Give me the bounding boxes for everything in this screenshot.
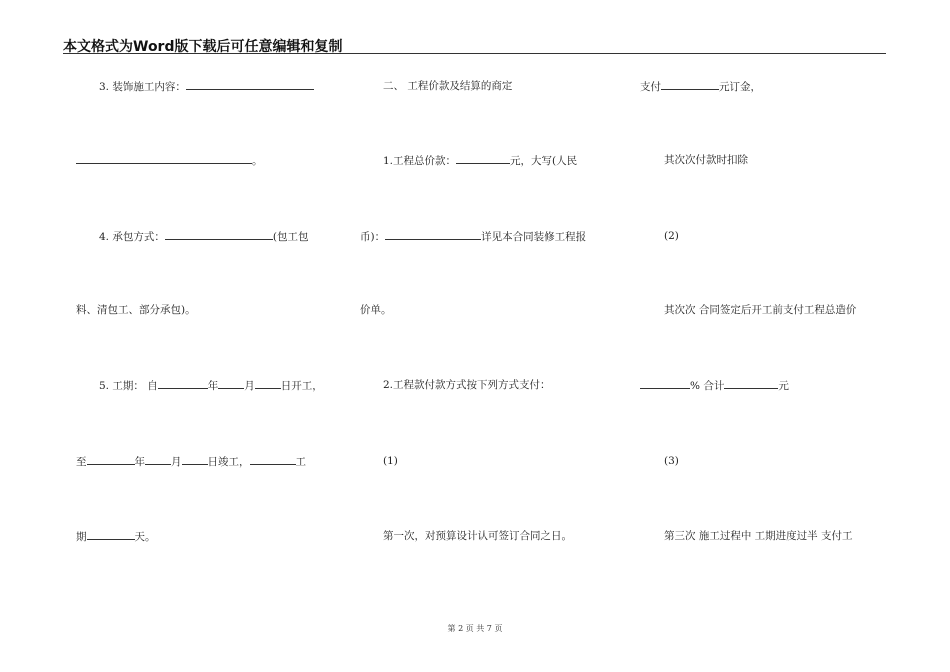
col2-line-3 bbox=[360, 229, 586, 244]
text: 3. 装饰施工内容： bbox=[99, 81, 186, 93]
text: 日竣工， bbox=[207, 456, 250, 468]
fill-blank bbox=[385, 229, 481, 240]
fill-blank bbox=[255, 378, 281, 389]
fill-blank bbox=[182, 454, 208, 465]
text: 年 bbox=[207, 380, 219, 392]
page-number-footer: 第 2 页 共 7 页 bbox=[447, 624, 503, 633]
text: 支付 bbox=[640, 81, 661, 93]
text: 日开工， bbox=[280, 380, 323, 392]
text: 年 bbox=[134, 456, 145, 468]
text: 期 bbox=[76, 531, 87, 543]
col1-line-5 bbox=[99, 378, 323, 393]
fill-blank bbox=[87, 529, 135, 540]
col2-line-7: 第一次，对预算设计认可签订合同之日。 bbox=[383, 530, 572, 542]
text: 工 bbox=[295, 456, 306, 468]
text: 。 bbox=[252, 155, 263, 167]
col1-line-4: 料、清包工、部分承包)。 bbox=[76, 304, 196, 316]
col1-line-2 bbox=[76, 153, 263, 168]
col3-line-7: 第三次 施工过程中 工期进度过半 支付工 bbox=[664, 530, 853, 542]
text: 币)： bbox=[360, 231, 386, 243]
fill-blank bbox=[158, 378, 208, 389]
text: 5. 工期： 自 bbox=[99, 380, 158, 392]
text: 月 bbox=[244, 380, 255, 392]
text: 元，大写(人民 bbox=[510, 155, 578, 167]
fill-blank bbox=[456, 153, 510, 164]
col3-line-3: (2) bbox=[664, 230, 679, 242]
fill-blank bbox=[724, 378, 778, 389]
text: % 合计 bbox=[690, 380, 725, 392]
text: 月 bbox=[171, 456, 182, 468]
fill-blank bbox=[661, 79, 719, 90]
col1-line-3 bbox=[99, 229, 308, 244]
fill-blank bbox=[250, 454, 296, 465]
col1-line-1 bbox=[99, 79, 314, 94]
document-header-title: 本文格式为Word版下载后可任意编辑和复制 bbox=[63, 39, 343, 55]
fill-blank bbox=[218, 378, 244, 389]
header-divider bbox=[63, 53, 886, 54]
col3-line-6: (3) bbox=[664, 455, 679, 467]
text: (包工包 bbox=[272, 231, 309, 243]
col2-line-1: 二、 工程价款及结算的商定 bbox=[383, 80, 513, 92]
text: 天。 bbox=[134, 531, 156, 543]
fill-blank bbox=[76, 153, 252, 164]
col2-line-5: 2.工程款付款方式按下列方式支付： bbox=[383, 379, 551, 391]
fill-blank bbox=[145, 454, 171, 465]
fill-blank bbox=[186, 79, 314, 90]
text: 元订金， bbox=[719, 81, 761, 93]
text: 元 bbox=[778, 380, 789, 392]
col3-line-5 bbox=[640, 378, 789, 393]
col3-line-1 bbox=[640, 79, 761, 94]
fill-blank bbox=[165, 229, 273, 240]
col2-line-2 bbox=[383, 153, 577, 168]
col3-line-4: 其次次 合同签定后开工前支付工程总造价 bbox=[664, 304, 857, 316]
col1-line-7 bbox=[76, 529, 156, 544]
col2-line-4: 价单。 bbox=[360, 304, 392, 316]
text: 4. 承包方式： bbox=[99, 231, 165, 243]
fill-blank bbox=[87, 454, 135, 465]
text: 1.工程总价款： bbox=[383, 155, 457, 167]
text: 至 bbox=[76, 456, 87, 468]
fill-blank bbox=[640, 378, 690, 389]
text: 详见本合同装修工程报 bbox=[481, 231, 587, 243]
col1-line-6 bbox=[76, 454, 306, 469]
col3-line-2: 其次次付款时扣除 bbox=[664, 154, 748, 166]
col2-line-6: (1) bbox=[383, 455, 398, 467]
